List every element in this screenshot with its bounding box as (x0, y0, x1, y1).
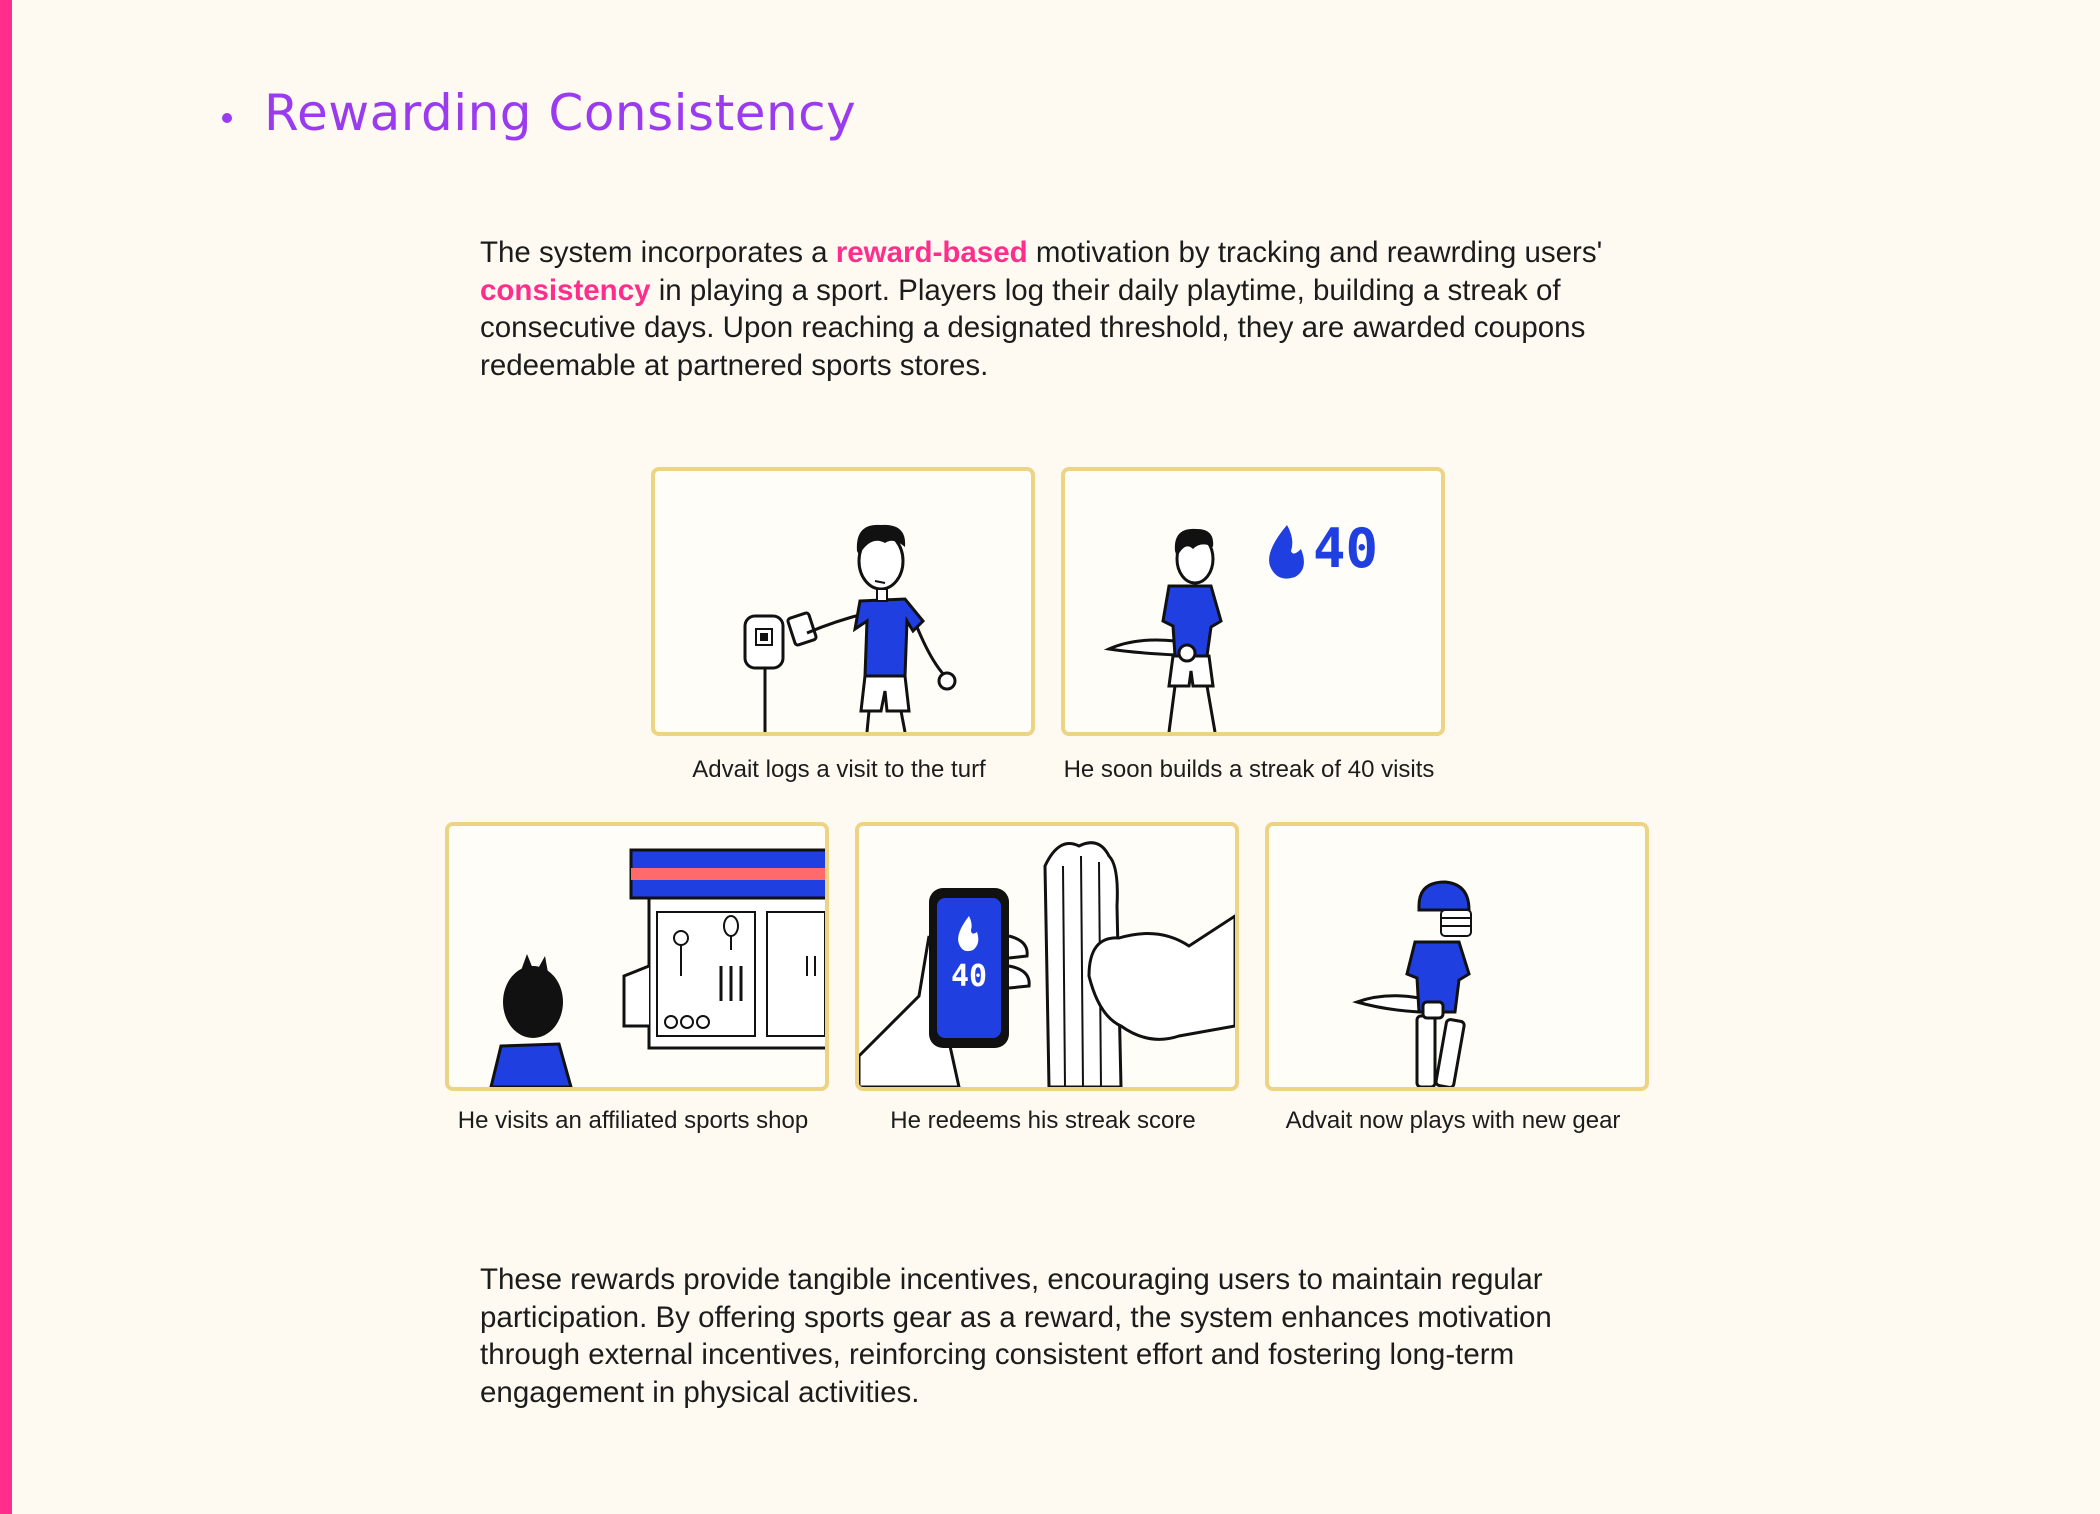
left-accent-bar (0, 0, 12, 1514)
panel-caption-streak: He soon builds a streak of 40 visits (1063, 756, 1435, 783)
panel-streak (1061, 467, 1445, 736)
log-visit-illustration (655, 471, 1031, 732)
new-gear-illustration (1269, 826, 1645, 1087)
intro-text-part2: motivation by tracking and reawrding users' (1027, 236, 1603, 269)
panel-caption-new-gear: Advait now plays with new gear (1285, 1107, 1621, 1134)
flame-icon (1269, 525, 1304, 579)
streak-count: 40 (1313, 517, 1379, 580)
panel-sports-shop (445, 822, 829, 1091)
intro-highlight-consistency: consistency (480, 273, 651, 307)
panel-caption-log-visit: Advait logs a visit to the turf (692, 756, 986, 783)
panel-caption-redeem: He redeems his streak score (890, 1107, 1196, 1134)
intro-text-part1: The system incorporates a (480, 236, 836, 269)
sports-shop-illustration (449, 826, 825, 1087)
intro-text-part3: in playing a sport. Players log their daily playtime, building a streak of consecutive days. Upon reaching a designated threshold, they are awarded coupons redeemable at partnered sports stores. (480, 273, 1586, 382)
panel-new-gear (1265, 822, 1649, 1091)
panel-caption-sports-shop: He visits an affiliated sports shop (457, 1107, 809, 1134)
panel-redeem (855, 822, 1239, 1091)
bullet-dot-icon (222, 113, 232, 123)
section-title: Rewarding Consistency (264, 84, 857, 142)
conclusion-paragraph: These rewards provide tangible incentives, encouraging users to maintain regular participation. By offering sports gear as a reward, the system enhances motivation through external incentives, reinforcing consistent effort and fostering long-term engagement in physical activities. (480, 1263, 1552, 1409)
panel-log-visit (651, 467, 1035, 736)
redeem-illustration (859, 826, 1235, 1087)
intro-paragraph (480, 234, 1640, 384)
intro-highlight-reward: reward-based (835, 236, 1028, 269)
phone-streak-count: 40 (950, 959, 988, 994)
streak-illustration (1065, 471, 1441, 732)
